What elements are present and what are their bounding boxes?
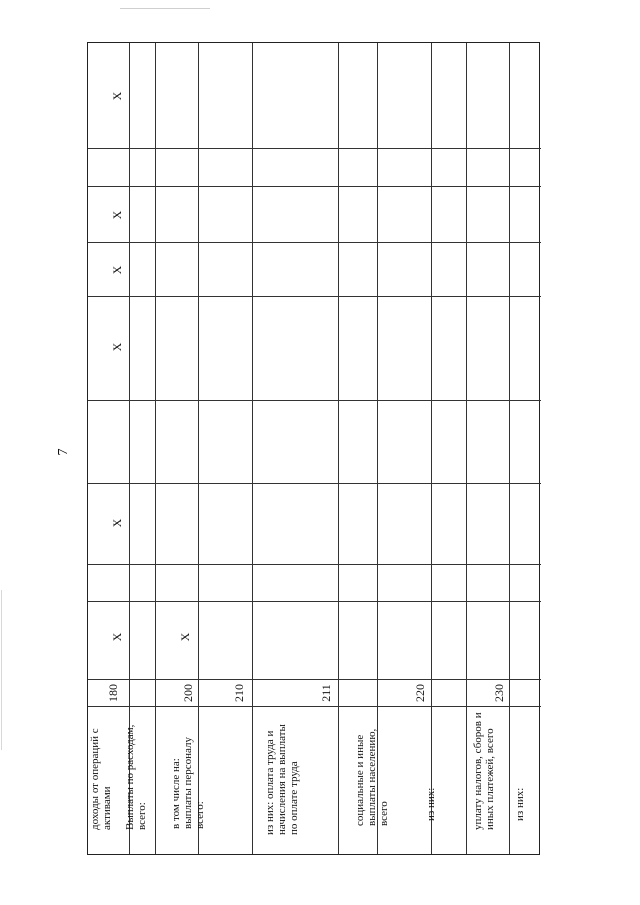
scan-artifact-line bbox=[1, 590, 2, 750]
row-label: уплату налогов, сборов и иных платежей, всего bbox=[472, 712, 496, 830]
row-label: Выплаты по расходам, всего: bbox=[124, 724, 148, 830]
row-code: 210 bbox=[232, 684, 246, 702]
row-code: 220 bbox=[413, 684, 427, 702]
row-code: 230 bbox=[492, 684, 506, 702]
grid-line bbox=[509, 43, 510, 854]
row-code: 211 bbox=[319, 684, 333, 702]
x-mark: X bbox=[110, 632, 124, 642]
page-number: 7 bbox=[56, 448, 71, 456]
x-mark: X bbox=[110, 518, 124, 528]
scan-artifact-line bbox=[120, 8, 210, 9]
x-mark: X bbox=[110, 210, 124, 220]
row-label: из них: оплата труда и начисления на выплаты по оплате труда bbox=[264, 724, 300, 835]
x-mark: X bbox=[110, 265, 124, 275]
x-mark: X bbox=[110, 342, 124, 352]
row-label: в том числе на: выплаты персоналу всего: bbox=[170, 736, 206, 829]
x-mark: X bbox=[178, 632, 192, 642]
row-code: 200 bbox=[181, 684, 195, 702]
budget-table bbox=[87, 42, 540, 855]
row-label: социальные и иные выплаты населению, всего bbox=[354, 728, 390, 826]
grid-line bbox=[338, 43, 339, 854]
x-mark: X bbox=[110, 91, 124, 101]
row-label: из них: bbox=[425, 787, 437, 821]
row-label: доходы от операций с активами bbox=[89, 728, 113, 830]
row-label: из них: bbox=[514, 787, 526, 821]
grid-line bbox=[466, 43, 467, 854]
row-code: 180 bbox=[106, 684, 120, 702]
grid-line bbox=[252, 43, 253, 854]
